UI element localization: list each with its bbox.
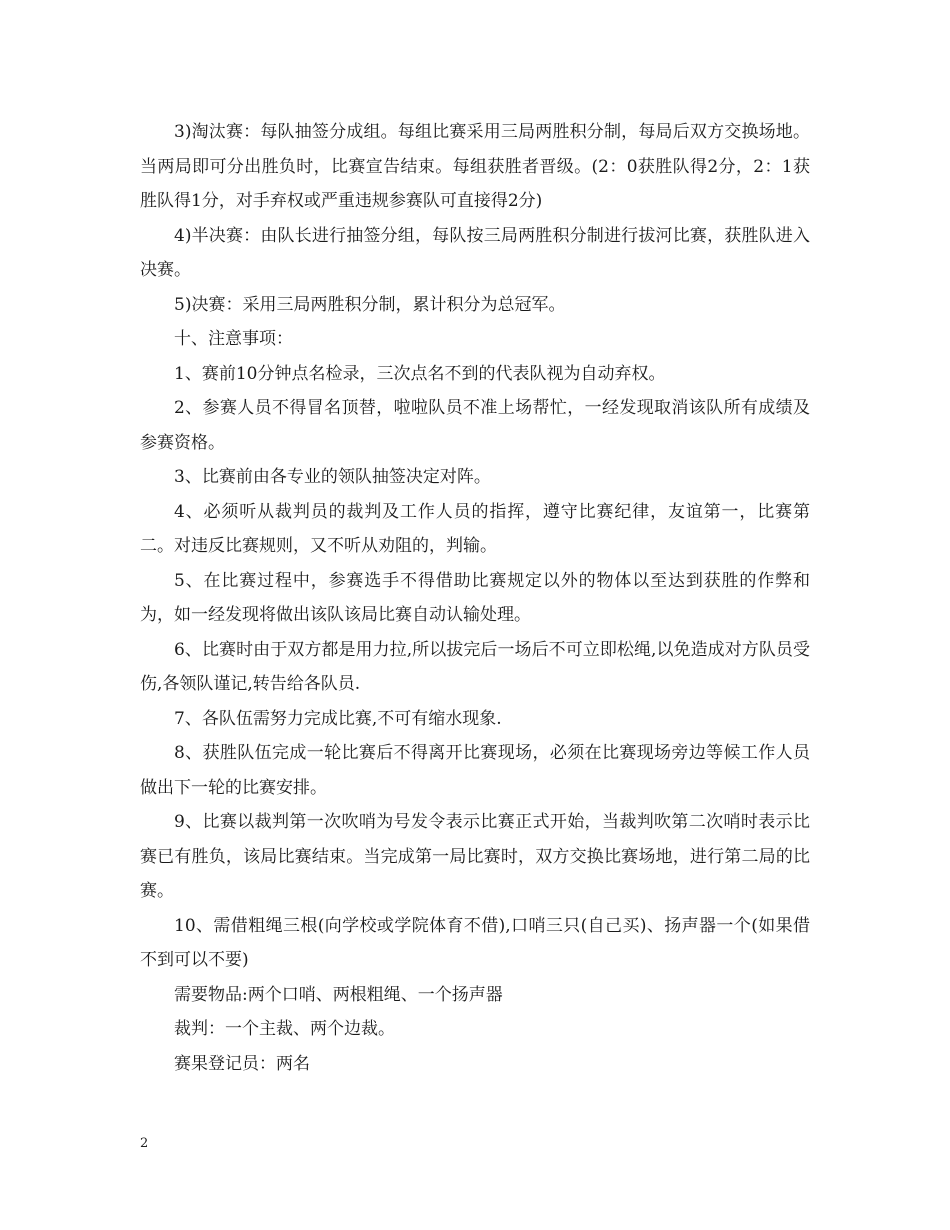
paragraph-semifinal: 4)半决赛：由队长进行抽签分组，每队按三局两胜积分制进行拔河比赛，获胜队进入决赛。 bbox=[140, 225, 810, 280]
paragraph-note-6: 6、比赛时由于双方都是用力拉,所以拔完后一场后不可立即松绳,以免造成对方队员受伤,各领队谨记,转告给各队员. bbox=[140, 639, 810, 694]
paragraph-referees: 裁判：一个主裁、两个边裁。 bbox=[174, 1019, 395, 1039]
paragraph-note-4: 4、必须听从裁判员的裁判及工作人员的指挥，遵守比赛纪律，友谊第一，比赛第二。对违反比赛规则，又不听从劝阻的，判输。 bbox=[140, 501, 810, 556]
paragraph-note-5: 5、在比赛过程中，参赛选手不得借助比赛规定以外的物体以至达到获胜的作弊和为，如一经发现将做出该队该局比赛自动认输处理。 bbox=[140, 570, 810, 625]
paragraph-note-3: 3、比赛前由各专业的领队抽签决定对阵。 bbox=[174, 467, 491, 487]
paragraph-recorders: 赛果登记员：两名 bbox=[174, 1053, 310, 1074]
paragraph-note-8: 8、获胜队伍完成一轮比赛后不得离开比赛现场，必须在比赛现场旁边等候工作人员做出下一轮的比赛安排。 bbox=[140, 743, 810, 798]
document-body bbox=[140, 115, 810, 1081]
paragraph-final: 5)决赛：采用三局两胜积分制，累计积分为总冠军。 bbox=[174, 294, 566, 315]
page-number: 2 bbox=[140, 1136, 149, 1151]
paragraph-note-2: 2、参赛人员不得冒名顶替，啦啦队员不准上场帮忙，一经发现取消该队所有成绩及参赛资格。 bbox=[140, 398, 810, 453]
paragraph-required-items: 需要物品:两个口哨、两根粗绳、一个扬声器 bbox=[174, 984, 503, 1005]
paragraph-note-1: 1、赛前10分钟点名检录，三次点名不到的代表队视为自动弃权。 bbox=[174, 363, 666, 384]
paragraph-note-7: 7、各队伍需努力完成比赛,不可有缩水现象. bbox=[174, 708, 502, 729]
section-heading-notes: 十、注意事项： bbox=[174, 329, 293, 349]
paragraph-note-9: 9、比赛以裁判第一次吹哨为号发令表示比赛正式开始，当裁判吹第二次哨时表示比赛已有胜负，该局比赛结束。当完成第一局比赛时，双方交换比赛场地，进行第二局的比赛。 bbox=[140, 812, 810, 901]
paragraph-knockout: 3)淘汰赛：每队抽签分成组。每组比赛采用三局两胜积分制，每局后双方交换场地。当两局即可分出胜负时，比赛宣告结束。每组获胜者晋级。(2：0获胜队得2分，2：1获胜队得1分，对手弃权或严重违规参赛队可直接得2分) bbox=[140, 122, 810, 211]
paragraph-note-10: 10、需借粗绳三根(向学校或学院体育不借),口哨三只(自己买)、扬声器一个(如果借不到可以不要) bbox=[140, 915, 810, 970]
